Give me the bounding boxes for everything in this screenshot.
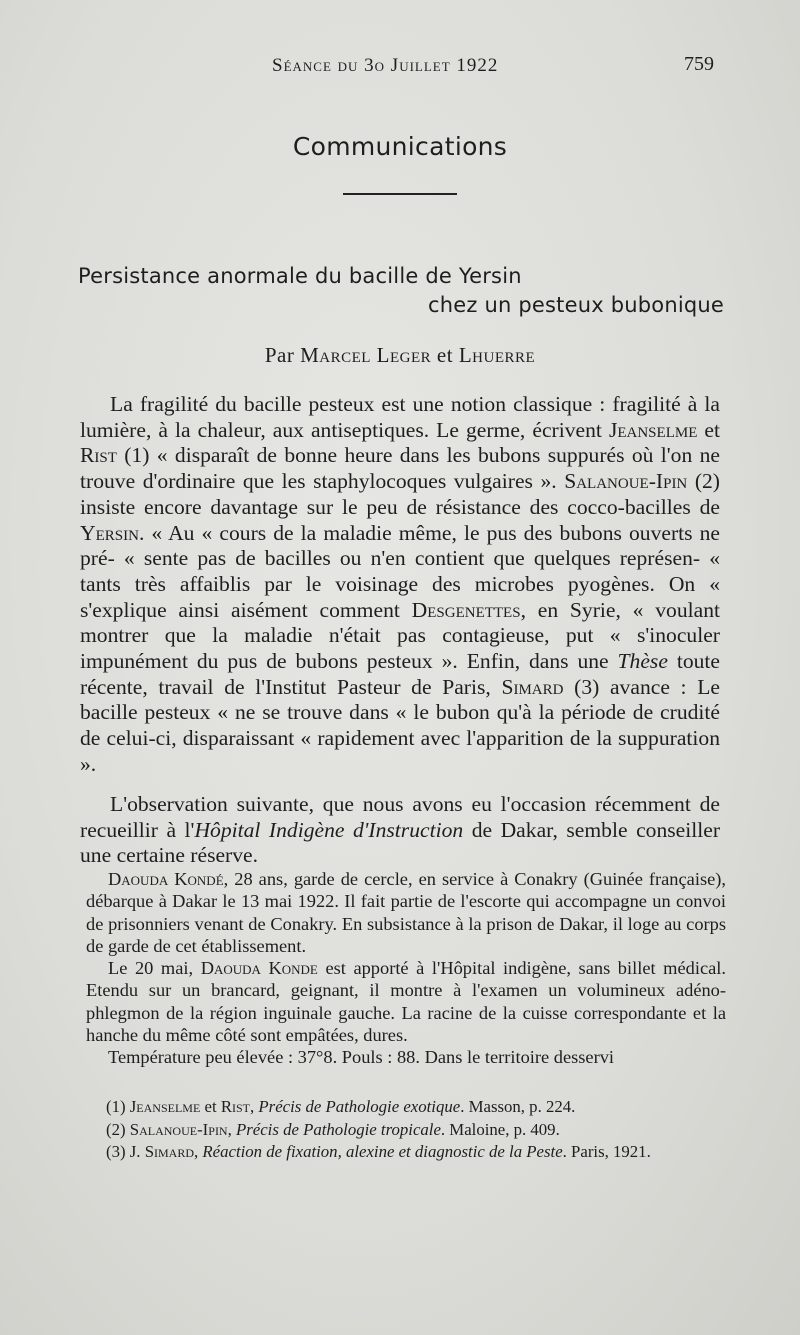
footnotes bbox=[106, 1096, 756, 1164]
title-rule bbox=[343, 193, 457, 195]
article-title-line2: chez un pesteux bubonique bbox=[428, 293, 725, 317]
book-title: Précis de Pathologie exotique bbox=[258, 1097, 461, 1116]
section-title: Communications bbox=[292, 132, 508, 161]
text-run: (1) « disparaît de bonne heure dans les bubons suppurés où l'on ne trouve d'ordinaire que les staphylocoques vulgaires ». bbox=[80, 443, 720, 494]
author-ref: Desgenettes bbox=[411, 597, 521, 622]
author-ref: Rist bbox=[80, 443, 117, 468]
author-ref: Jeanselme bbox=[129, 1097, 201, 1116]
page-header bbox=[0, 53, 800, 83]
author-ref: Rist bbox=[220, 1097, 251, 1116]
footnote-number: (1) bbox=[106, 1097, 130, 1116]
text-run: (3) avance : Le bacille pesteux « ne se trouve dans « le bubon qu'à la période de crudité de celui-ci, disparaissant « rapidement avec l'apparition de la suppuration ». bbox=[80, 674, 720, 776]
text-run: . Masson, p. 224. bbox=[460, 1097, 576, 1116]
running-head: Séance du 3o Juillet 1922 bbox=[272, 55, 499, 76]
article-title-line1: Persistance anormale du bacille de Yersin bbox=[78, 264, 522, 288]
text-run: et bbox=[697, 417, 720, 442]
byline bbox=[0, 343, 800, 368]
text-run: et bbox=[200, 1097, 221, 1116]
text-run: , bbox=[194, 1142, 203, 1161]
text-run: . « Au « cours de la maladie même, le pus des bubons ouverts ne pré- « sente pas de bacilles ou n'en contient que quelques représen- « tants très affaiblis par le voisinage des microbes pyogènes. On « s'explique ainsi aisément comment bbox=[80, 520, 720, 622]
author-ref: Simard bbox=[144, 1142, 195, 1161]
byline-prefix: Par bbox=[264, 343, 301, 367]
text-run: toute récente, travail de l'Institut Pasteur de Paris, bbox=[80, 649, 720, 699]
italic-term: Hôpital Indigène d'Instruction bbox=[194, 817, 464, 842]
patient-name: Daouda Kondé bbox=[108, 869, 224, 889]
text-run: de Dakar, semble conseiller une certaine réserve. bbox=[80, 817, 721, 868]
text-run: (2) insiste encore davantage sur le peu de résistance des cocco-bacilles de bbox=[80, 469, 720, 519]
author-2: Lhuerre bbox=[458, 343, 536, 367]
footnote-1 bbox=[106, 1096, 756, 1119]
text-run: , en Syrie, « voulant montrer que la maladie n'était pas contagieuse, put « s'inoculer impunément du pus de bubons pesteux ». Enfin, dans une bbox=[80, 597, 720, 674]
patient-name: Daouda Konde bbox=[200, 958, 318, 979]
book-title: Réaction de fixation, alexine et diagnostic de la Peste bbox=[202, 1142, 563, 1161]
author-1: Marcel Leger bbox=[300, 343, 432, 367]
introduction-paragraph bbox=[80, 392, 720, 778]
footnote-number: (2) bbox=[106, 1119, 130, 1139]
footnote-2 bbox=[106, 1119, 756, 1142]
text-run: . Paris, 1921. bbox=[562, 1142, 651, 1161]
author-ref: Salanoue-Ipin bbox=[129, 1119, 228, 1139]
text-run: La fragilité du bacille pesteux est une notion classique : fragilité à la lumière, à la chaleur, aux antiseptiques. Le germe, écrivent bbox=[80, 392, 720, 442]
text-run: Le 20 mai, bbox=[108, 958, 201, 979]
text-run: , bbox=[227, 1119, 236, 1139]
text-run: , 28 ans, garde de cercle, en service à Conakry (Guinée française), débarque à Dakar le 13 mai 1922. Il fait partie de l'escorte qui accompagne un convoi de prisonniers venant de Conakry. En subsistance à la prison de Dakar, il loge au corps de garde de cet établissement. bbox=[86, 869, 726, 956]
author-ref: Simard bbox=[501, 674, 564, 699]
text-run: L'observation suivante, que nous avons eu l'occasion récemment de recueillir à l' bbox=[80, 792, 720, 842]
book-title: Précis de Pathologie tropicale bbox=[236, 1119, 441, 1139]
text-run: , bbox=[250, 1097, 259, 1116]
author-ref: Jeanselme bbox=[608, 417, 698, 442]
case-report bbox=[86, 868, 726, 1069]
author-ref: Yersin bbox=[80, 520, 139, 545]
byline-and: et bbox=[431, 343, 459, 367]
text-run: . Maloine, p. 409. bbox=[440, 1119, 560, 1139]
author-ref: Salanoue-Ipin bbox=[564, 469, 688, 494]
footnote-3 bbox=[106, 1141, 756, 1164]
italic-term: Thèse bbox=[617, 649, 668, 674]
observation-paragraph bbox=[80, 792, 720, 869]
text-run: Température peu élevée : 37°8. Pouls : 88. Dans le territoire desservi bbox=[108, 1047, 615, 1068]
text-run: est apporté à l'Hôpital indigène, sans billet médical. Etendu sur un brancard, geignant, il montre à l'examen un volumineux adéno-phlegmon de la région inguinale gauche. La racine de la cuisse correspondante et la hanche du même côté sont empâtées, dures. bbox=[86, 958, 726, 1046]
page-number: 759 bbox=[684, 53, 714, 75]
footnote-number: (3) J. bbox=[106, 1142, 145, 1161]
